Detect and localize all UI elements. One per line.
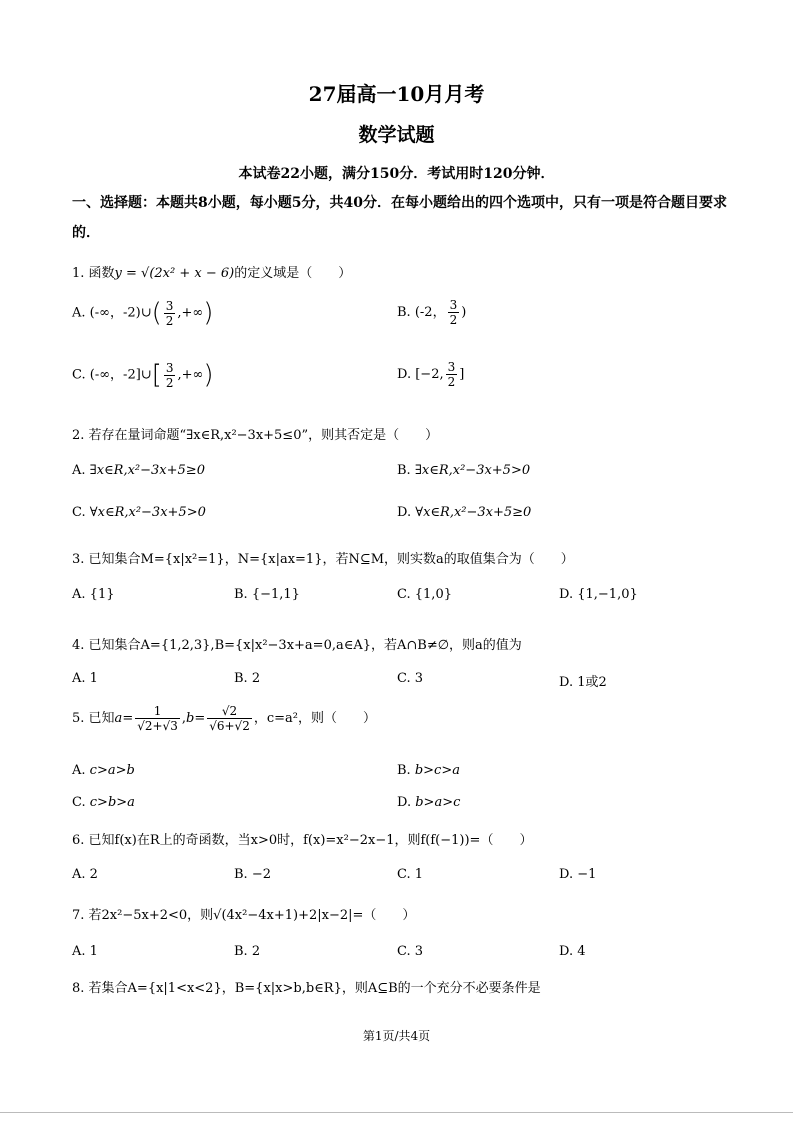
- q7-option-c: C. 3: [397, 944, 424, 959]
- exam-title: 27届高一10月月考: [308, 82, 485, 106]
- section-heading: 一、选择题：本题共8小题，每小题5分，共40分．在每小题给出的四个选项中，只有一项是符合题目要求的．: [72, 195, 727, 241]
- q5-option-a: A. c>a>b: [72, 763, 135, 778]
- q3-option-c: C. {1,0}: [397, 587, 452, 602]
- q2-option-c: C. ∀x∈R,x²−3x+5>0: [72, 505, 206, 520]
- question-3: 3. 已知集合M={x|x²=1}，N={x|ax=1}，若N⊆M，则实数a的取值集合为（ ）: [72, 552, 574, 567]
- q1-option-b: B. (-2， $\frac{3}{2}$ ): [397, 298, 467, 327]
- q5-b-numerator: √2: [207, 704, 252, 719]
- exam-subtitle: 数学试题: [358, 124, 435, 146]
- question-5: 5. 已知a= $\frac{1}{√2+√3}$ ,b= $\frac{√2}{√6+√2}$ ，c=a²，则（ ）: [72, 704, 376, 733]
- q1-option-a: A. (-∞，-2)∪( $\frac{3}{2}$ ,+∞): [72, 298, 214, 328]
- q2-option-b: B. ∃x∈R,x²−3x+5>0: [397, 463, 531, 478]
- q4-option-a: A. 1: [72, 671, 98, 686]
- q2-option-d: D. ∀x∈R,x²−3x+5≥0: [397, 505, 532, 520]
- q3-option-d: D. {1,−1,0}: [559, 587, 638, 602]
- q1-option-c: C. (-∞，-2]∪[ $\frac{3}{2}$ ,+∞): [72, 360, 214, 390]
- q4-option-d: D. 1或2: [559, 675, 607, 690]
- question-7: 7. 若2x²−5x+2<0，则√(4x²−4x+1)+2|x−2|=（ ）: [72, 908, 416, 923]
- q7-option-d: D. 4: [559, 944, 586, 959]
- question-8: 8. 若集合A={x|1<x<2}，B={x|x>b,b∈R}，则A⊆B的一个充分不必要条件是: [72, 981, 541, 996]
- question-4: 4. 已知集合A={1,2,3},B={x|x²−3x+a=0,a∈A}，若A∩B≠∅，则a的值为: [72, 638, 522, 653]
- q4-option-b: B. 2: [234, 671, 261, 686]
- q4-option-c: C. 3: [397, 671, 424, 686]
- q3-option-b: B. {−1,1}: [234, 587, 300, 602]
- q5-b-denominator: √6+√2: [209, 719, 250, 733]
- q6-option-a: A. 2: [72, 867, 98, 882]
- q1-option-d: D. [−2, $\frac{3}{2}$ ]: [397, 360, 465, 389]
- question-1: [72, 262, 351, 281]
- question-1-prefix: 1. 函数: [72, 266, 115, 281]
- q6-option-c: C. 1: [397, 867, 424, 882]
- q5-option-c: C. c>b>a: [72, 795, 135, 810]
- q3-option-a: A. {1}: [72, 587, 115, 602]
- q6-option-d: D. −1: [559, 867, 597, 882]
- q5-a-denominator: √2+√3: [137, 719, 178, 733]
- question-1-function: y = √(2x² + x − 6): [114, 266, 235, 281]
- question-2: 2. 若存在量词命题“∃x∈R,x²−3x+5≤0”，则其否定是（ ）: [72, 428, 439, 443]
- q5-a-numerator: 1: [135, 704, 180, 719]
- q5-option-d: D. b>a>c: [397, 795, 461, 810]
- question-6: 6. 已知f(x)在R上的奇函数，当x>0时，f(x)=x²−2x−1，则f(f(−1))=（ ）: [72, 833, 533, 848]
- page-divider: [0, 1112, 793, 1113]
- q2-option-a: A. ∃x∈R,x²−3x+5≥0: [72, 463, 205, 478]
- question-1-suffix: 的定义域是（ ）: [234, 266, 352, 281]
- q5-option-b: B. b>c>a: [397, 763, 460, 778]
- q6-option-b: B. −2: [234, 867, 271, 882]
- q7-option-b: B. 2: [234, 944, 261, 959]
- q7-option-a: A. 1: [72, 944, 98, 959]
- page-number: 第1页/共4页: [362, 1029, 431, 1043]
- exam-intro: 本试卷22小题，满分150分．考试用时120分钟．: [238, 166, 555, 182]
